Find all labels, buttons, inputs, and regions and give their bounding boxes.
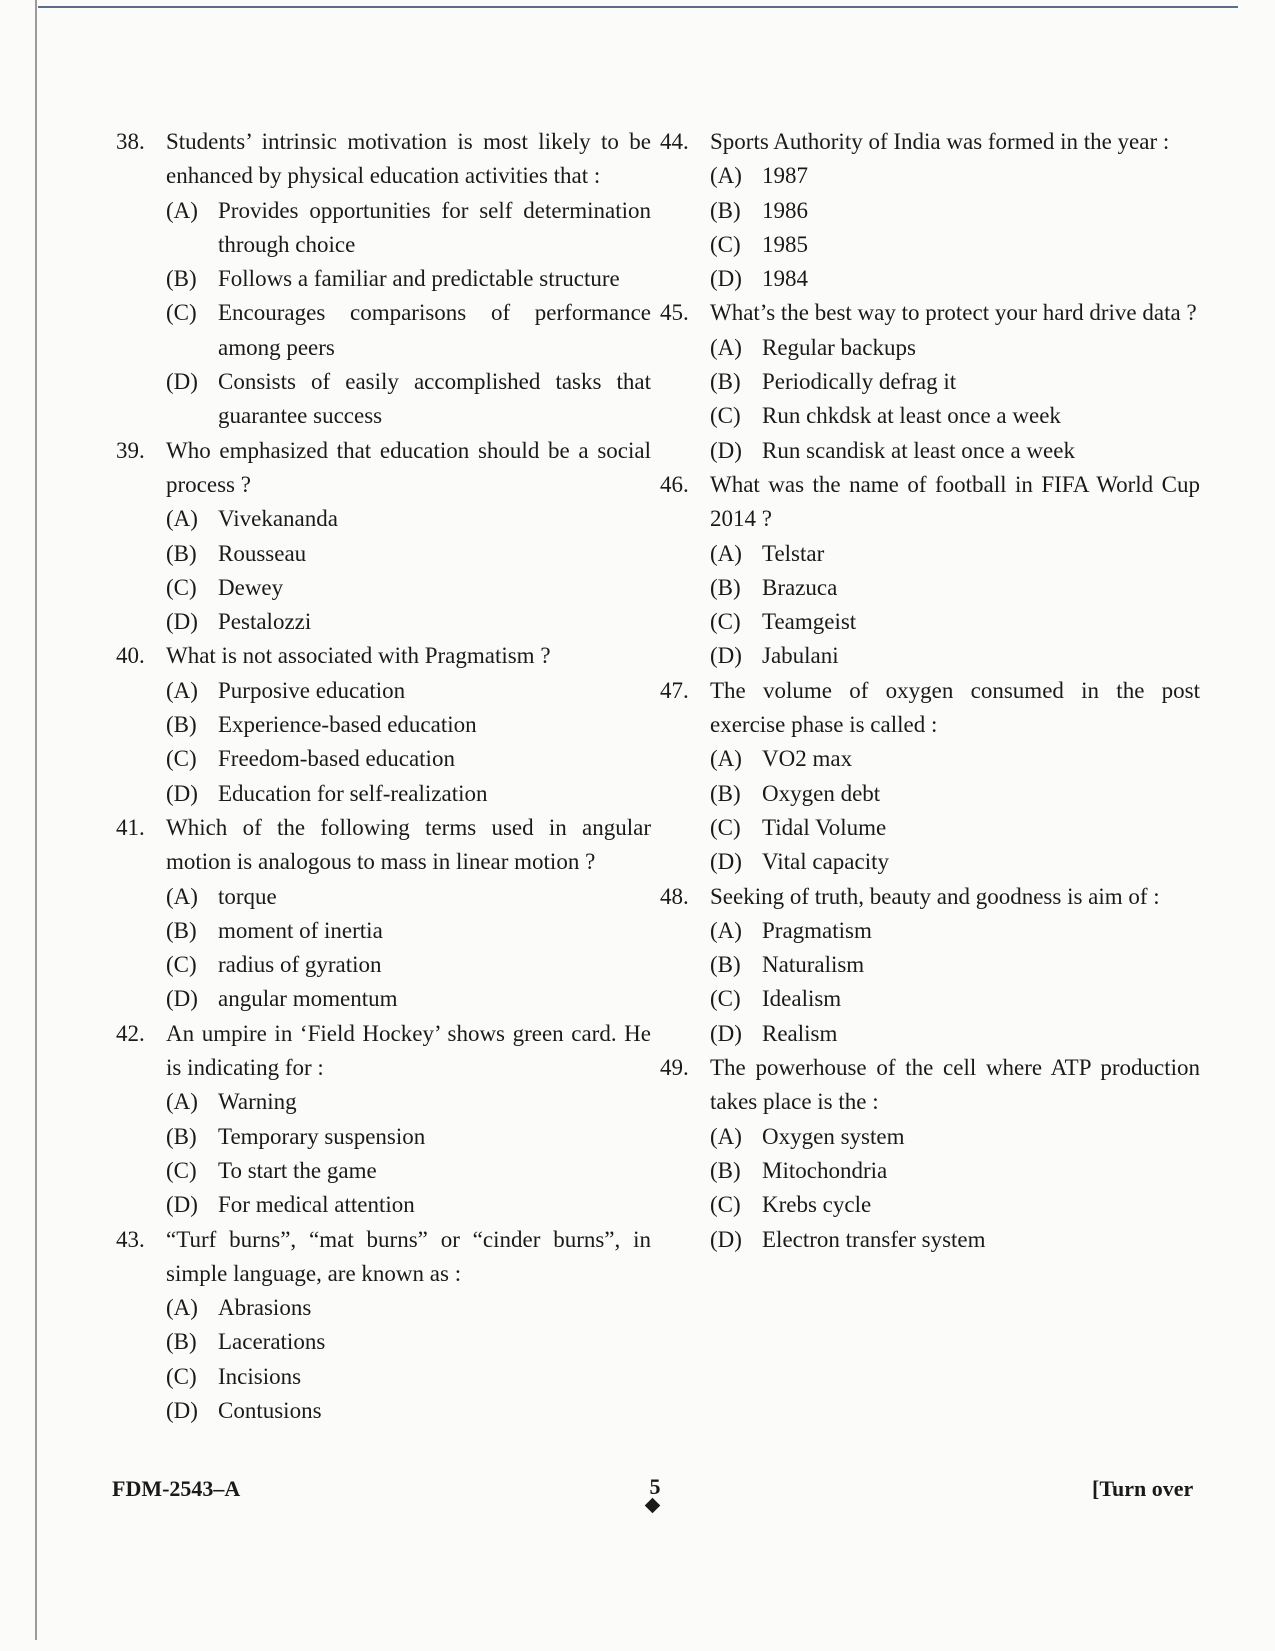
option-item — [166, 1394, 651, 1428]
option-text: Idealism — [762, 986, 842, 1012]
option-letter: (B) — [166, 540, 197, 566]
option-item — [166, 537, 651, 571]
option-item — [166, 1188, 651, 1222]
question-number: 48. — [660, 883, 689, 909]
option-text: Oxygen system — [762, 1123, 905, 1149]
option-letter: (B) — [710, 780, 741, 806]
option-letter: (B) — [166, 712, 197, 738]
right-column — [660, 125, 1200, 1257]
option-letter: (D) — [166, 1397, 198, 1423]
option-letter: (B) — [166, 266, 197, 292]
question-stem — [660, 674, 1200, 743]
option-text: 1987 — [762, 163, 808, 189]
option-item — [710, 948, 1200, 982]
option-item — [710, 914, 1200, 948]
option-item — [710, 262, 1200, 296]
question-stem — [660, 468, 1200, 537]
option-text: Pestalozzi — [218, 609, 312, 635]
option-text: Periodically defrag it — [762, 369, 957, 395]
option-text: Rousseau — [218, 540, 307, 566]
option-letter: (A) — [710, 1123, 742, 1149]
question-stem — [660, 1051, 1200, 1120]
option-letter: (A) — [710, 746, 742, 772]
option-letter: (C) — [166, 746, 197, 772]
question-block — [660, 468, 1200, 674]
option-list — [710, 914, 1200, 1051]
option-text: Mitochondria — [762, 1157, 888, 1183]
option-letter: (A) — [166, 506, 198, 532]
option-item — [166, 605, 651, 639]
option-letter: (C) — [166, 300, 197, 326]
option-letter: (A) — [710, 163, 742, 189]
option-letter: (B) — [710, 197, 741, 223]
option-letter: (A) — [710, 334, 742, 360]
option-list — [166, 674, 651, 811]
question-number: 42. — [116, 1020, 145, 1046]
question-text: “Turf burns”, “mat burns” or “cinder burns”, in simple language, are known as : — [166, 1226, 651, 1286]
left-column — [116, 125, 651, 1428]
option-text: Realism — [762, 1020, 838, 1046]
option-list — [710, 1120, 1200, 1257]
option-item — [710, 1223, 1200, 1257]
option-letter: (D) — [166, 1192, 198, 1218]
option-letter: (C) — [166, 952, 197, 978]
question-block — [116, 125, 651, 434]
option-item — [166, 194, 651, 263]
question-text: Who emphasized that education should be a social process ? — [166, 437, 651, 497]
option-item — [710, 331, 1200, 365]
question-block — [116, 1223, 651, 1429]
option-text: To start the game — [218, 1157, 377, 1183]
option-item — [166, 296, 651, 365]
question-number: 45. — [660, 300, 689, 326]
question-stem — [660, 125, 1200, 159]
option-letter: (D) — [710, 643, 742, 669]
question-text: An umpire in ‘Field Hockey’ shows green card. He is indicating for : — [166, 1020, 651, 1081]
option-text: VO2 max — [762, 746, 853, 772]
option-item — [710, 845, 1200, 879]
question-number: 43. — [116, 1226, 145, 1252]
option-text: Follows a familiar and predictable structure — [218, 266, 620, 292]
option-letter: (D) — [166, 986, 198, 1012]
option-item — [710, 1017, 1200, 1051]
option-item — [166, 262, 651, 296]
question-stem — [116, 811, 651, 880]
question-text: Seeking of truth, beauty and goodness is aim of : — [710, 883, 1160, 909]
option-item — [166, 777, 651, 811]
question-stem — [660, 296, 1200, 330]
option-letter: (C) — [710, 403, 741, 429]
paper-code: FDM-2543–A — [112, 1476, 241, 1501]
question-text: What was the name of football in FIFA World Cup 2014 ? — [710, 471, 1200, 532]
option-letter: (C) — [710, 1192, 741, 1218]
option-text: Purposive education — [218, 677, 406, 703]
question-stem — [660, 880, 1200, 914]
option-text: Lacerations — [218, 1329, 326, 1355]
option-text: Oxygen debt — [762, 780, 881, 806]
option-item — [166, 1291, 651, 1325]
option-letter: (A) — [166, 1295, 198, 1321]
option-item — [710, 434, 1200, 468]
question-number: 49. — [660, 1055, 689, 1081]
option-text: Run chkdsk at least once a week — [762, 403, 1061, 429]
option-letter: (A) — [710, 540, 742, 566]
top-rule — [38, 6, 1238, 8]
option-text: Jabulani — [762, 643, 839, 669]
question-block — [660, 125, 1200, 296]
option-item — [166, 982, 651, 1016]
option-item — [710, 639, 1200, 673]
option-text: Electron transfer system — [762, 1226, 986, 1252]
question-stem — [116, 1223, 651, 1292]
option-letter: (C) — [710, 986, 741, 1012]
option-item — [710, 811, 1200, 845]
option-text: Incisions — [218, 1363, 302, 1389]
option-item — [710, 1154, 1200, 1188]
option-letter: (D) — [710, 1226, 742, 1252]
option-text: Contusions — [218, 1397, 322, 1423]
option-text: angular momentum — [218, 986, 398, 1012]
option-text: Telstar — [762, 540, 825, 566]
option-item — [710, 982, 1200, 1016]
option-list — [166, 1291, 651, 1428]
question-stem — [116, 1017, 651, 1086]
option-text: Experience-based education — [218, 712, 477, 738]
question-number: 41. — [116, 814, 145, 840]
question-number: 44. — [660, 129, 689, 154]
option-item — [166, 742, 651, 776]
question-text: Sports Authority of India was formed in the year : — [710, 129, 1170, 154]
option-list — [710, 537, 1200, 674]
option-letter: (B) — [710, 574, 741, 600]
option-letter: (A) — [166, 1089, 198, 1115]
option-list — [166, 1085, 651, 1222]
option-item — [710, 194, 1200, 228]
option-item — [166, 880, 651, 914]
option-item — [710, 1188, 1200, 1222]
option-item — [166, 708, 651, 742]
option-item — [710, 399, 1200, 433]
option-item — [166, 571, 651, 605]
option-letter: (C) — [166, 1157, 197, 1183]
left-margin-rule — [35, 0, 37, 1640]
question-stem — [116, 125, 651, 194]
option-text: moment of inertia — [218, 917, 383, 943]
option-text: Naturalism — [762, 952, 865, 978]
option-item — [166, 1085, 651, 1119]
option-text: Encourages comparisons of performance among peers — [218, 300, 651, 360]
option-text: radius of gyration — [218, 952, 382, 978]
diamond-icon — [645, 1498, 661, 1514]
question-number: 46. — [660, 471, 689, 497]
option-letter: (D) — [166, 369, 198, 395]
question-block — [660, 674, 1200, 880]
option-text: Regular backups — [762, 334, 916, 360]
option-letter: (C) — [710, 231, 741, 257]
turn-over-note: [Turn over — [1092, 1476, 1194, 1501]
option-item — [710, 365, 1200, 399]
option-letter: (C) — [710, 609, 741, 635]
option-item — [166, 502, 651, 536]
option-text: 1986 — [762, 197, 808, 223]
option-text: Run scandisk at least once a week — [762, 437, 1075, 463]
option-text: Dewey — [218, 574, 284, 600]
option-text: torque — [218, 883, 277, 909]
option-letter: (A) — [710, 917, 742, 943]
option-item — [710, 742, 1200, 776]
option-letter: (A) — [166, 677, 198, 703]
option-letter: (D) — [710, 1020, 742, 1046]
option-list — [710, 331, 1200, 468]
option-letter: (B) — [710, 952, 741, 978]
option-item — [166, 1154, 651, 1188]
option-letter: (A) — [166, 883, 198, 909]
option-list — [710, 742, 1200, 879]
question-text: The volume of oxygen consumed in the post exercise phase is called : — [710, 677, 1200, 738]
option-letter: (A) — [166, 197, 198, 223]
question-text: What is not associated with Pragmatism ? — [166, 643, 551, 669]
question-block — [116, 1017, 651, 1223]
option-text: Teamgeist — [762, 609, 857, 635]
option-letter: (C) — [710, 814, 741, 840]
option-text: Warning — [218, 1089, 297, 1115]
option-text: Vivekananda — [218, 506, 338, 532]
option-item — [166, 1120, 651, 1154]
option-text: For medical attention — [218, 1192, 415, 1218]
option-text: Tidal Volume — [762, 814, 887, 840]
option-letter: (C) — [166, 1363, 197, 1389]
question-number: 39. — [116, 437, 145, 463]
question-text: The powerhouse of the cell where ATP production takes place is the : — [710, 1055, 1200, 1115]
question-block — [660, 296, 1200, 467]
option-letter: (D) — [710, 437, 742, 463]
option-text: Education for self-realization — [218, 780, 488, 806]
question-text: Students’ intrinsic motivation is most likely to be enhanced by physical education activities that : — [166, 129, 651, 189]
option-text: Krebs cycle — [762, 1192, 872, 1218]
question-number: 40. — [116, 643, 145, 669]
option-letter: (B) — [710, 369, 741, 395]
option-letter: (D) — [166, 609, 198, 635]
option-list — [166, 194, 651, 434]
option-letter: (B) — [166, 1123, 197, 1149]
question-block — [660, 1051, 1200, 1257]
page-number: 5 — [649, 1474, 661, 1499]
question-block — [660, 880, 1200, 1051]
option-text: Abrasions — [218, 1295, 312, 1321]
option-list — [166, 880, 651, 1017]
question-stem — [116, 434, 651, 503]
question-text: Which of the following terms used in angular motion is analogous to mass in linear motion ? — [166, 814, 651, 875]
question-text: What’s the best way to protect your hard drive data ? — [710, 300, 1197, 326]
option-text: 1985 — [762, 231, 808, 257]
option-text: 1984 — [762, 266, 808, 292]
option-item — [166, 365, 651, 434]
option-list — [166, 502, 651, 639]
option-item — [166, 1325, 651, 1359]
option-item — [166, 674, 651, 708]
option-item — [166, 914, 651, 948]
option-item — [710, 777, 1200, 811]
question-number: 38. — [116, 129, 145, 154]
option-item — [166, 948, 651, 982]
option-letter: (D) — [710, 849, 742, 875]
option-letter: (B) — [166, 917, 197, 943]
option-text: Pragmatism — [762, 917, 872, 943]
option-item — [710, 1120, 1200, 1154]
option-item — [710, 571, 1200, 605]
option-letter: (B) — [166, 1329, 197, 1355]
option-item — [710, 159, 1200, 193]
option-item — [710, 537, 1200, 571]
option-text: Vital capacity — [762, 849, 889, 875]
option-item — [710, 605, 1200, 639]
question-number: 47. — [660, 677, 689, 703]
option-text: Brazuca — [762, 574, 838, 600]
option-letter: (B) — [710, 1157, 741, 1183]
question-block — [116, 434, 651, 640]
option-item — [710, 228, 1200, 262]
option-text: Temporary suspension — [218, 1123, 426, 1149]
option-list — [710, 159, 1200, 296]
option-letter: (D) — [166, 780, 198, 806]
option-text: Consists of easily accomplished tasks that guarantee success — [218, 369, 651, 429]
question-stem — [116, 639, 651, 673]
question-block — [116, 811, 651, 1017]
option-text: Freedom-based education — [218, 746, 455, 772]
option-letter: (C) — [166, 574, 197, 600]
question-block — [116, 639, 651, 810]
option-text: Provides opportunities for self determination through choice — [218, 197, 651, 257]
option-item — [166, 1360, 651, 1394]
option-letter: (D) — [710, 266, 742, 292]
